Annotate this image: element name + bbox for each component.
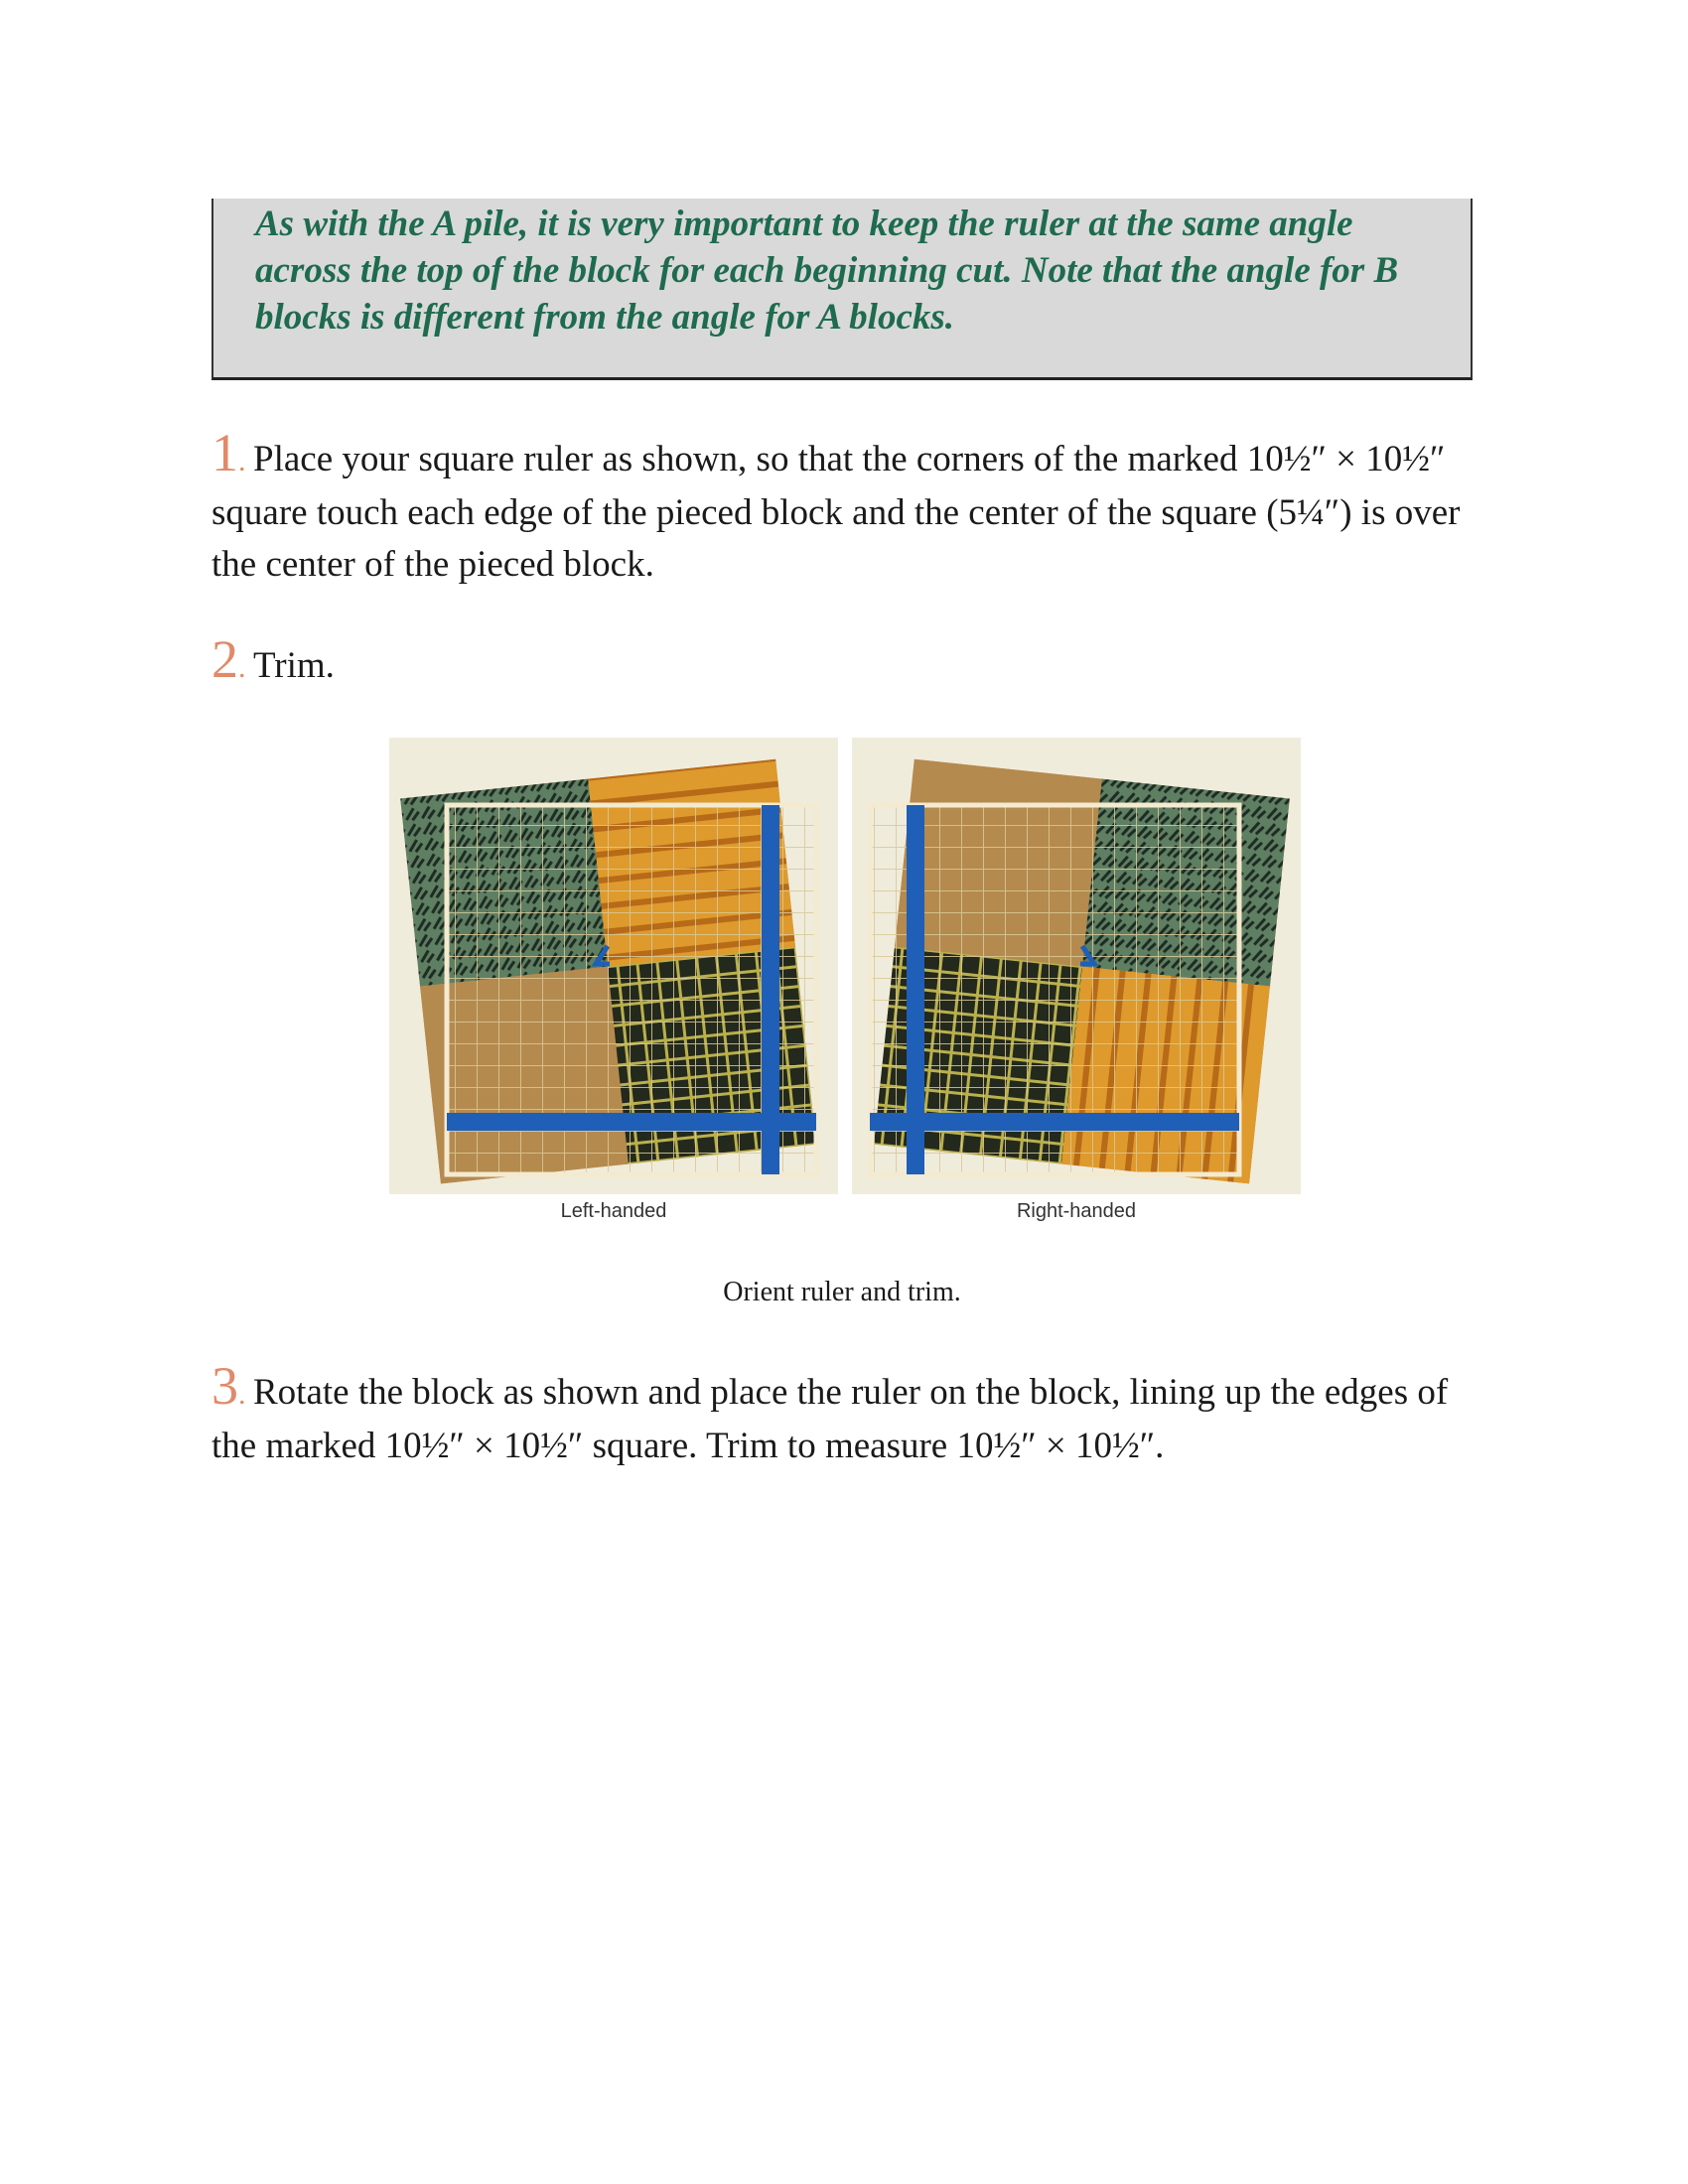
trim-figure <box>389 738 1301 1222</box>
step-number: 3 <box>211 1356 238 1416</box>
note-text: As with the A pile, it is very important to keep the ruler at the same angle across the top of the block for each beginning cut. Note that the angle for B blocks is different from the angle for A blocks. <box>255 204 1399 338</box>
step-3: 3. Rotate the block as shown and place the ruler on the block, lining up the edges of the marked 10½″ × 10½″ square. Trim to measure 10½″ × 10½″. <box>211 1356 1449 1466</box>
right-handed-photo <box>852 738 1301 1194</box>
step-text: Trim. <box>253 645 335 686</box>
step-number: 2 <box>211 629 238 689</box>
note-box <box>211 199 1473 380</box>
step-number: 1 <box>211 423 238 482</box>
step-1: 1. Place your square ruler as shown, so that the corners of the marked 10½″ × 10½″ square touch each edge of the pieced block and the center of the square (5¼″) is over the center of the pieced block. <box>211 423 1461 585</box>
left-handed-caption: Left-handed <box>560 1200 667 1222</box>
left-handed-photo <box>389 738 838 1194</box>
right-handed-caption: Right-handed <box>1016 1200 1137 1222</box>
step-text: Place your square ruler as shown, so that the corners of the marked 10½″ × 10½″ square touch each edge of the pieced block and the center of the square (5¼″) is over the center of the pieced block. <box>211 439 1461 585</box>
figure-caption: Orient ruler and trim. <box>723 1277 961 1307</box>
step-text: Rotate the block as shown and place the ruler on the block, lining up the edges of the marked 10½″ × 10½″ square. Trim to measure 10½″ × 10½″. <box>211 1372 1449 1466</box>
step-2: 2. Trim. <box>211 629 335 689</box>
